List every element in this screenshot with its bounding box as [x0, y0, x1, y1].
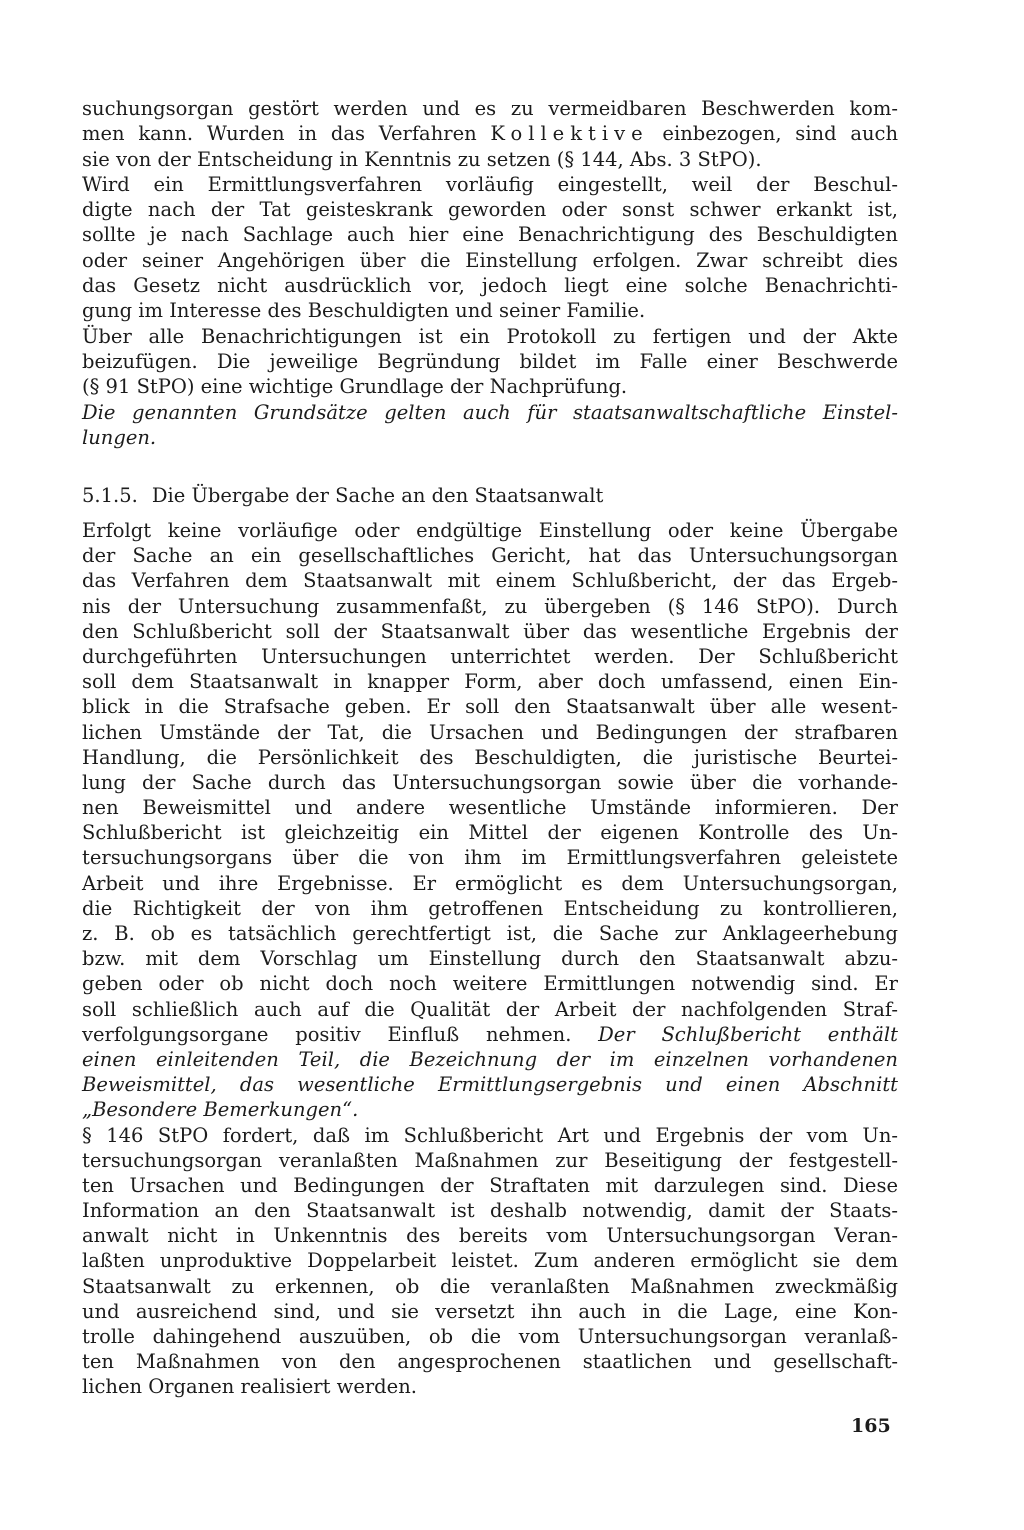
text-line: Information an den Staatsanwalt ist deshalb notwendig, damit der Staats-: [82, 1199, 898, 1223]
text-line: tersuchungsorgan veranlaßten Maßnahmen zur Beseitigung der festgestell-: [82, 1148, 898, 1172]
section-heading: [82, 482, 603, 510]
section-title: Die Übergabe der Sache an den Staatsanwalt: [151, 484, 604, 507]
spaced-word: Kollektive: [490, 122, 649, 146]
text-line: [82, 1022, 898, 1047]
text-line: lichen Umstände der Tat, die Ursachen und Bedingungen der strafbaren: [82, 720, 898, 744]
text-line: suchungsorgan gestört werden und es zu vermeidbaren Beschwerden kom-: [82, 97, 898, 120]
text-line: Erfolgt keine vorläufige oder endgültige Einstellung oder keine Übergabe: [82, 519, 898, 542]
text-line: gung im Interesse des Beschuldigten und seiner Familie.: [82, 299, 646, 323]
text-line: trolle dahingehend auszuüben, ob die vom Untersuchungsorgan veranlaß-: [82, 1325, 898, 1348]
text-line: lichen Organen realisiert werden.: [82, 1375, 417, 1399]
italic-line: Beweismittel, das wesentliche Ermittlungsergebnis und einen Abschnitt: [82, 1073, 898, 1097]
text-line: oder seiner Angehörigen über die Einstellung erfolgen. Zwar schreibt dies: [82, 248, 898, 272]
text-line: geben oder ob nicht doch noch weitere Ermittlungen notwendig sind. Er: [82, 972, 898, 996]
text-line: Schlußbericht ist gleichzeitig ein Mittel der eigenen Kontrolle des Un-: [82, 821, 898, 845]
text-line: und ausreichend sind, und sie versetzt ihn auch in die Lage, eine Kon-: [82, 1299, 898, 1323]
italic-line: „Besondere Bemerkungen“.: [82, 1098, 359, 1122]
text-line: nen Beweismittel und andere wesentliche Umstände informieren. Der: [82, 796, 898, 820]
text-line: (§ 91 StPO) eine wichtige Grundlage der Nachprüfung.: [82, 375, 628, 399]
section-number: 5.1.5.: [82, 484, 138, 507]
text-fragment: men kann. Wurden in das Verfahren: [82, 122, 491, 146]
text-block-top: [82, 96, 898, 450]
text-line: ten Ursachen und Bedingungen der Straftaten mit darzulegen sind. Diese: [82, 1173, 898, 1197]
text-line: digte nach der Tat geisteskrank geworden oder sonst schwer erkankt ist,: [82, 198, 898, 222]
text-line: nis der Untersuchung zusammenfaßt, zu übergeben (§ 146 StPO). Durch: [82, 594, 898, 618]
text-line: den Schlußbericht soll der Staatsanwalt über das wesentliche Ergebnis der: [82, 619, 898, 643]
text-line: durchgeführten Untersuchungen unterrichtet werden. Der Schlußbericht: [82, 644, 898, 668]
text-line: ten Maßnahmen von den angesprochenen staatlichen und gesellschaft-: [82, 1350, 898, 1374]
text-line: § 146 StPO fordert, daß im Schlußbericht Art und Ergebnis der vom Un-: [82, 1123, 898, 1147]
text-line: anwalt nicht in Unkenntnis des bereits vom Untersuchungsorgan Veran-: [82, 1224, 898, 1248]
italic-line: Die genannten Grundsätze gelten auch für staatsanwaltschaftliche Einstel-: [82, 400, 898, 424]
text-line: das Gesetz nicht ausdrücklich vor, jedoch liegt eine solche Benachrichti-: [82, 274, 898, 298]
text-line: beizufügen. Die jeweilige Begründung bildet im Falle einer Beschwerde: [82, 349, 898, 373]
text-line: das Verfahren dem Staatsanwalt mit einem Schlußbericht, der das Ergeb-: [82, 569, 898, 593]
text-line: Staatsanwalt zu erkennen, ob die veranlaßten Maßnahmen zweckmäßig: [82, 1274, 898, 1298]
text-line: blick in die Strafsache geben. Er soll den Staatsanwalt über alle wesent-: [82, 695, 898, 719]
text-line: Arbeit und ihre Ergebnisse. Er ermöglicht es dem Untersuchungsorgan,: [82, 871, 898, 895]
text-line: soll dem Staatsanwalt in knapper Form, aber doch umfassend, einen Ein-: [82, 670, 898, 694]
text-line: Wird ein Ermittlungsverfahren vorläufig eingestellt, weil der Beschul-: [82, 172, 898, 196]
text-line: soll schließlich auch auf die Qualität der Arbeit der nachfolgenden Straf-: [82, 997, 898, 1021]
text-line: sie von der Entscheidung in Kenntnis zu setzen (§ 144, Abs. 3 StPO).: [82, 147, 762, 171]
italic-fragment: Der Schlußbericht enthält: [598, 1022, 898, 1046]
page-number: 165: [851, 1415, 891, 1437]
text-line: bzw. mit dem Vorschlag um Einstellung durch den Staatsanwalt abzu-: [82, 947, 898, 971]
text-line: Handlung, die Persönlichkeit des Beschuldigten, die juristische Beurtei-: [82, 745, 898, 769]
text-line: die Richtigkeit der von ihm getroffenen Entscheidung zu kontrollieren,: [82, 896, 898, 920]
text-fragment: verfolgungsorgane positiv Einfluß nehmen.: [82, 1022, 599, 1046]
text-line: der Sache an ein gesellschaftliches Gericht, hat das Untersuchungsorgan: [82, 544, 898, 568]
text-fragment: einbezogen, sind auch: [648, 122, 899, 146]
text-line: [82, 121, 898, 146]
italic-line: lungen.: [82, 425, 157, 449]
text-line: Über alle Benachrichtigungen ist ein Protokoll zu fertigen und der Akte: [82, 324, 898, 348]
text-line: laßten unproduktive Doppelarbeit leistet. Zum anderen ermöglicht sie dem: [82, 1249, 898, 1273]
italic-line: einen einleitenden Teil, die Bezeichnung der im einzelnen vorhandenen: [82, 1047, 898, 1071]
text-line: z. B. ob es tatsächlich gerechtfertigt ist, die Sache zur Anklageerhebung: [82, 922, 898, 945]
text-block-main: [82, 518, 898, 1400]
text-line: lung der Sache durch das Untersuchungsorgan sowie über die vorhande-: [82, 770, 898, 794]
text-line: sollte je nach Sachlage auch hier eine Benachrichtigung des Beschuldigten: [82, 223, 898, 247]
text-line: tersuchungsorgans über die von ihm im Ermittlungsverfahren geleistete: [82, 846, 898, 870]
